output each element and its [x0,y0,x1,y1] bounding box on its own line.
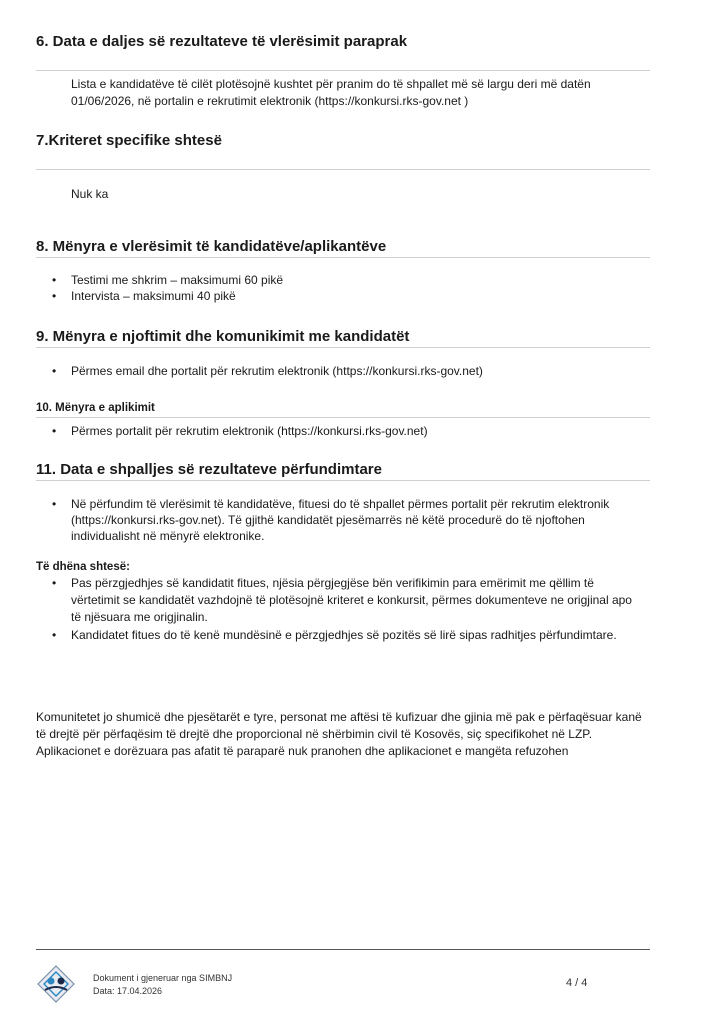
simbnj-logo-icon [36,964,76,1004]
footer-info [93,972,232,998]
section-11-list [52,496,609,544]
section-10-list [52,423,428,439]
section-8-list [52,272,283,304]
section-7-text: Nuk ka [71,187,109,201]
extra-info-title: Të dhëna shtesë: [36,561,130,573]
page-number: 4 / 4 [566,977,588,989]
section-9-list [52,363,483,379]
section-11-title: 11. Data e shpalljes së rezultateve përfundimtare [36,461,382,478]
list-item: • Intervista – maksimumi 40 pikë [52,288,283,304]
footer-generated: Dokument i gjeneruar nga SIMBNJ [93,973,233,983]
section-11-divider [36,480,650,481]
list-item: • Përmes email dhe portalit për rekrutim elektronik (https://konkursi.rks-gov.net) [52,363,483,379]
extra-info-list [52,575,632,644]
section-8-title: 8. Mënyra e vlerësimit të kandidatëve/aplikantëve [36,238,387,255]
footer-divider [36,949,650,950]
section-6-title: 6. Data e daljes së rezultateve të vlerësimit paraprak [36,33,408,50]
list-item: • Përmes portalit për rekrutim elektronik (https://konkursi.rks-gov.net) [52,423,428,439]
section-7-divider [36,169,650,170]
closing-paragraph: Komunitetet jo shumicë dhe pjesëtarët e tyre, personat me aftësi të kufizuar dhe gjinia më pak e përfaqësuar kanë të drejtë për përfaqësim të drejtë dhe proporcional në shërbimin civil të Kosovës, siç specifikohet në LZP. Aplikacionet e dorëzuara pas afatit të paraparë nuk pranohen dhe aplikacionet e mangëta refuzohen [36,710,642,758]
list-item: • Kandidatet fitues do të kenë mundësinë e përzgjedhjes së pozitës së lirë sipas radhitjes përfundimtare. [52,627,632,644]
section-8-divider [36,257,650,258]
section-10-divider [36,417,650,418]
footer-date: Data: 17.04.2026 [93,986,163,996]
section-10-title: 10. Mënyra e aplikimit [36,402,155,414]
section-6-text: Lista e kandidatëve të cilët plotësojnë kushtet për pranim do të shpallet më së largu deri më datën 01/06/2026, në portalin e rekrutimit elektronik (https://konkursi.rks-gov.net ) [71,77,591,108]
list-item: • Pas përzgjedhjes së kandidatit fitues, njësia përgjegjëse bën verifikimin para emërimit me qëllim të vërtetimit se kandidatët vazhdojnë të plotësojnë kriteret e konkursit, përmes dokumenteve ne origjinal apo të njësuara me origjinalin. [52,575,632,626]
section-6-divider [36,70,650,71]
list-item: • Testimi me shkrim – maksimumi 60 pikë [52,272,283,288]
list-item: • Në përfundim të vlerësimit të kandidatëve, fituesi do të shpallet përmes portalit për rekrutim elektronik (https://konkursi.rks-gov.net). Të gjithë kandidatët pjesëmarrës në këtë procedurë do të njoftohen individualisht në mënyrë elektronike. [52,496,609,544]
section-9-title: 9. Mënyra e njoftimit dhe komunikimit me kandidatët [36,328,410,345]
section-7-title: 7.Kriteret specifike shtesë [36,132,222,149]
section-9-divider [36,347,650,348]
